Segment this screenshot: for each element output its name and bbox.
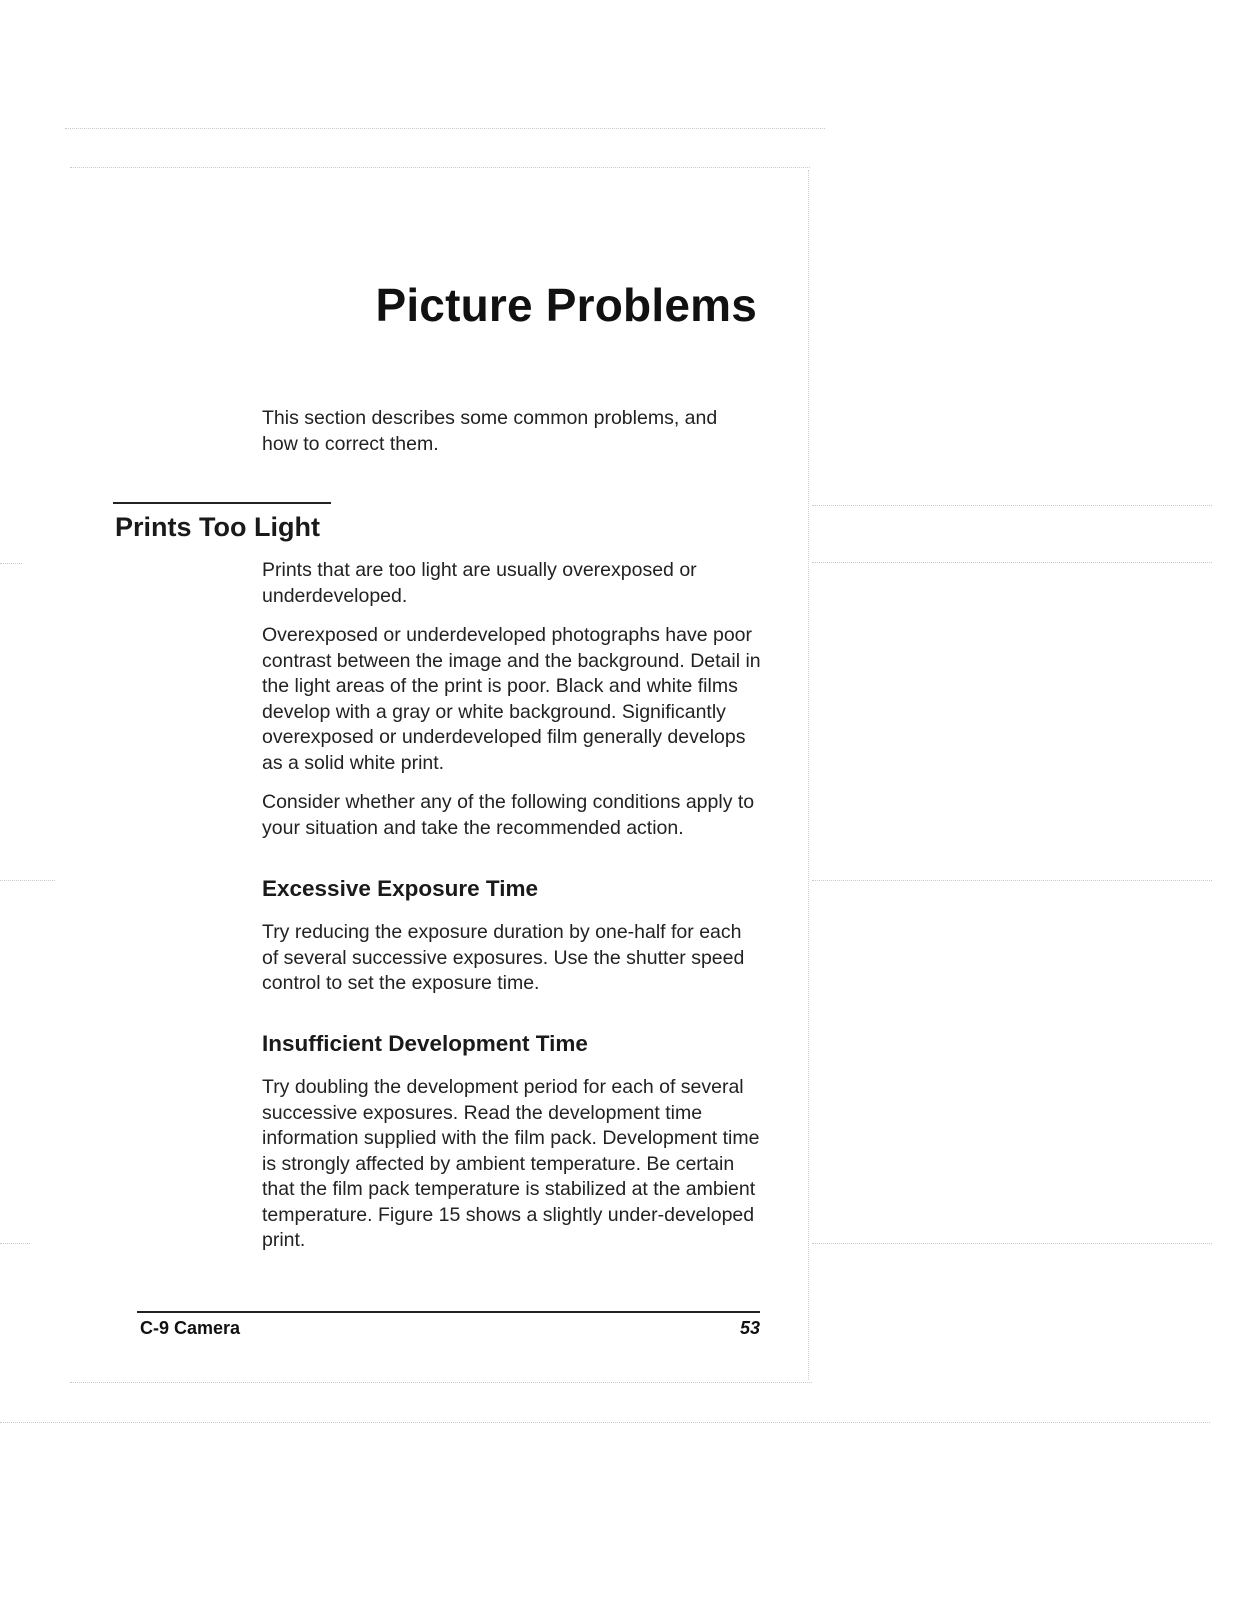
scan-artifact-top-line — [65, 128, 825, 129]
section-rule — [113, 502, 331, 504]
subsection-heading-development: Insufficient Development Time — [262, 1031, 588, 1056]
scan-artifact-left-mark-3 — [0, 1243, 30, 1244]
scan-artifact-right-line-2 — [812, 562, 1212, 563]
section-paragraph-2: Overexposed or underdeveloped photographs have poor contrast between the image and the background. Detail in the light areas of the print is poor. Black and white films develop with a gray or white background. Significantly overexposed or underdeveloped film generally develops as a solid white print. — [262, 624, 761, 774]
scan-artifact-bottom-line — [0, 1422, 1210, 1423]
section-paragraph-3: Consider whether any of the following conditions apply to your situation and take the recommended action. — [262, 791, 755, 839]
page-title: Picture Problems — [375, 279, 757, 331]
scan-artifact-right-line-3 — [812, 880, 1212, 881]
subsection-text-development: Try doubling the development period for each of several successive exposures. Read the development time information supplied with the film pack. Development time is strongly affected by ambient temperature. Be certain that the film pack temperature is stabilized at the ambient temperature. Figure 15 shows a slightly under-developed print. — [262, 1076, 760, 1251]
scan-artifact-page-top-edge — [70, 167, 810, 168]
subsection-heading-exposure: Excessive Exposure Time — [262, 876, 538, 901]
scan-artifact-right-line-4 — [812, 1243, 1212, 1244]
scan-artifact-right-line-1 — [812, 505, 1212, 506]
footer-rule — [137, 1311, 760, 1313]
scan-artifact-left-mark-1 — [0, 563, 22, 564]
scan-artifact-page-right-edge — [808, 170, 809, 1380]
section-paragraph-1: Prints that are too light are usually overexposed or underdeveloped. — [262, 559, 697, 607]
subsection-text-exposure: Try reducing the exposure duration by one-half for each of several successive exposures. Use the shutter speed control to set the exposure time. — [262, 921, 745, 994]
section-heading: Prints Too Light — [115, 512, 320, 542]
footer-product-name: C-9 Camera — [140, 1318, 241, 1338]
page-number: 53 — [739, 1318, 760, 1338]
scan-artifact-left-mark-2 — [0, 880, 55, 881]
scan-artifact-page-bottom-edge — [70, 1382, 812, 1383]
intro-paragraph: This section describes some common problems, and how to correct them. — [262, 407, 718, 455]
